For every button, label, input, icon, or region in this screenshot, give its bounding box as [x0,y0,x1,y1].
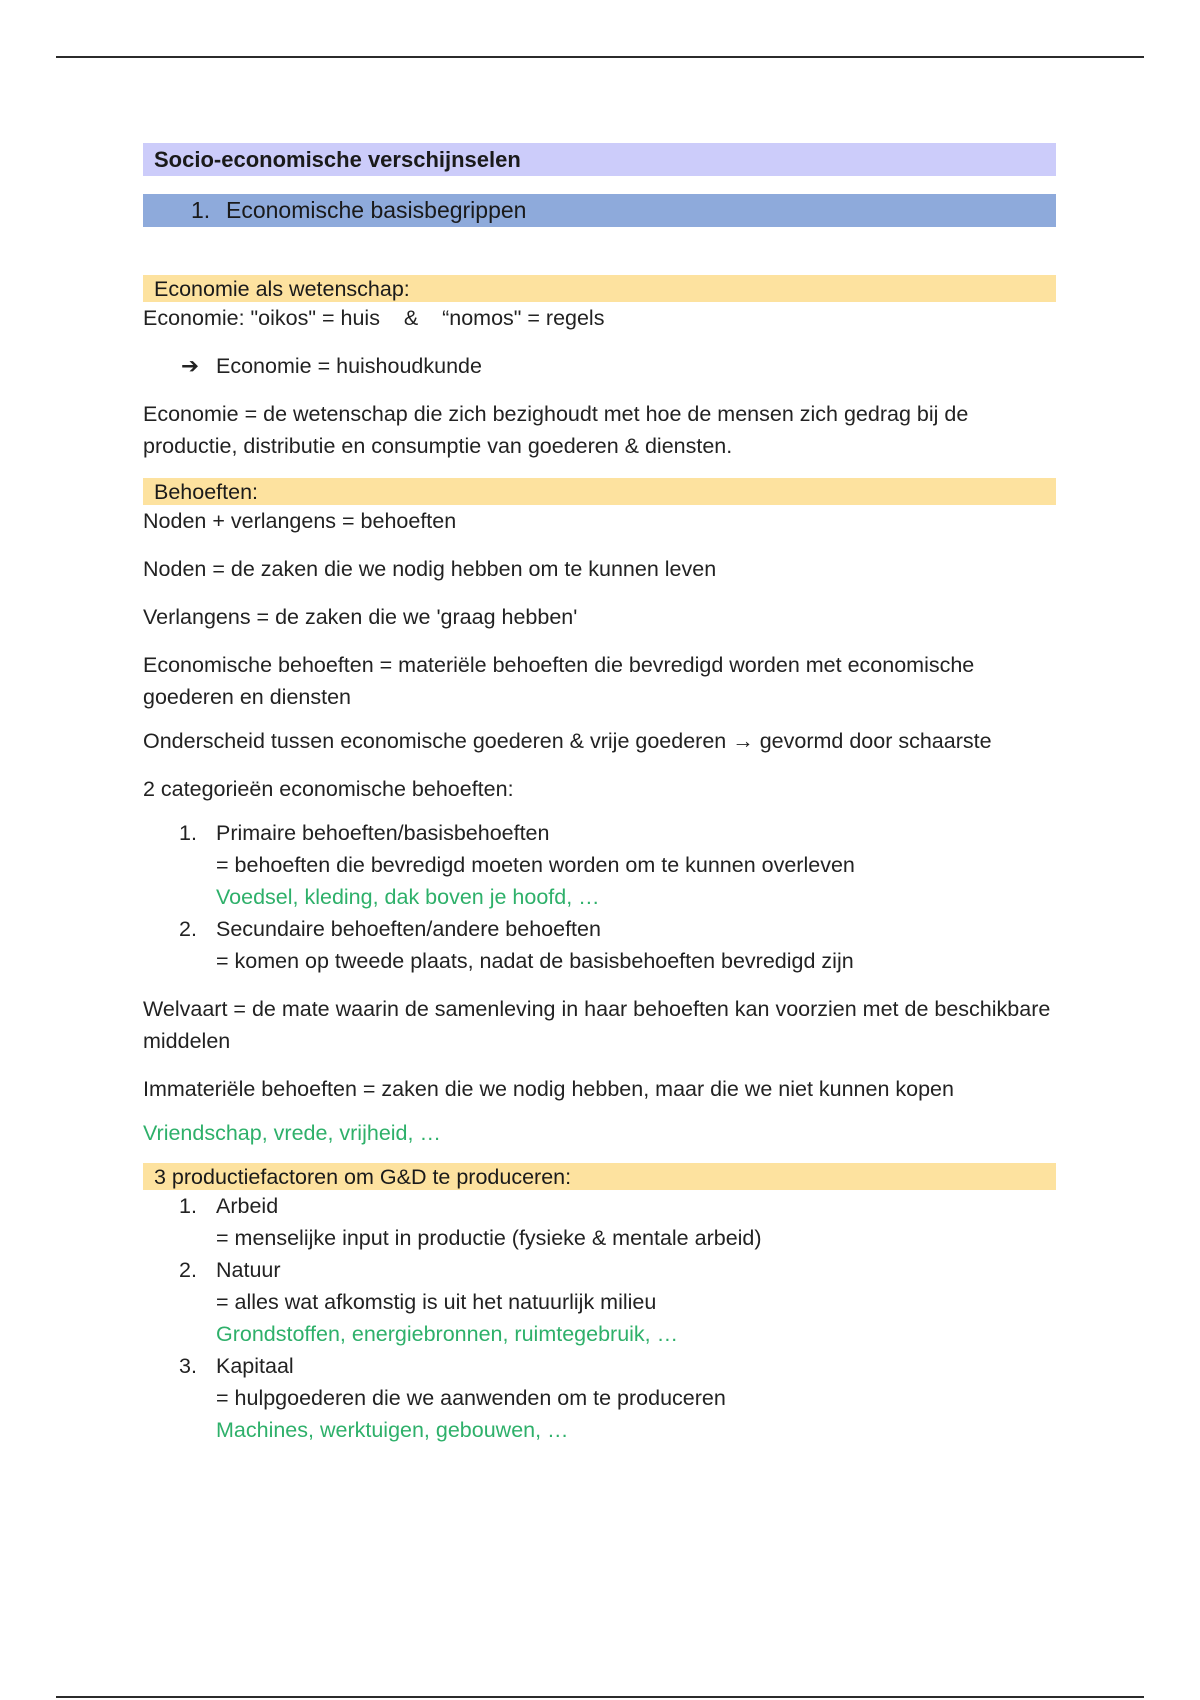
heading-economie-als-wetenschap: Economie als wetenschap: [143,275,1056,302]
list-item [143,1190,1056,1222]
etymology-line: Economie: "oikos" = huis & “nomos" = regels [143,306,605,330]
list-item-definition: = alles wat afkomstig is uit het natuurlijk milieu [216,1290,657,1314]
list-item-definition: = hulpgoederen die we aanwenden om te produceren [216,1386,726,1410]
immateriele-example: Vriendschap, vrede, vrijheid, … [143,1121,441,1145]
onderscheid-line: Onderscheid tussen economische goederen & vrije goederen → gevormd door schaarste [143,729,992,753]
behoeften-list [143,817,1056,977]
immateriele-behoeften-definition: Immateriële behoeften = zaken die we nodig hebben, maar die we niet kunnen kopen [143,1077,954,1101]
heading-behoeften: Behoeften: [143,478,1056,505]
arrow-icon: ➔ [181,354,200,378]
section-heading [143,194,1056,227]
behoeften-formula: Noden + verlangens = behoeften [143,509,457,533]
list-item-example: Grondstoffen, energiebronnen, ruimtegebruik, … [216,1322,679,1346]
list-item-title: Arbeid [216,1194,279,1218]
productiefactoren-list [143,1190,1056,1446]
list-number: 3. [179,1354,197,1378]
list-item [143,817,1056,849]
welvaart-definition: Welvaart = de mate waarin de samenleving in haar behoeften kan voorzien met de beschikbare middelen [143,997,1051,1053]
heading-productiefactoren: 3 productiefactoren om G&D te produceren: [143,1163,1056,1190]
list-item-title: Primaire behoeften/basisbehoeften [216,821,550,845]
economie-definition: Economie = de wetenschap die zich bezighoudt met hoe de mensen zich gedrag bij de productie, distributie en consumptie van goederen & diensten. [143,402,969,458]
list-number: 1. [179,821,197,845]
list-item-title: Natuur [216,1258,281,1282]
categorieen-intro: 2 categorieën economische behoeften: [143,777,514,801]
list-item-definition: = behoeften die bevredigd moeten worden om te kunnen overleven [216,853,855,877]
section-number: 1. [191,197,211,223]
list-item-example: Machines, werktuigen, gebouwen, … [216,1418,569,1442]
list-item-definition: = komen op tweede plaats, nadat de basisbehoeften bevredigd zijn [216,949,854,973]
document-body [143,143,1056,1446]
list-item-example: Voedsel, kleding, dak boven je hoofd, … [216,885,600,909]
noden-definition: Noden = de zaken die we nodig hebben om te kunnen leven [143,557,717,581]
list-item [143,1350,1056,1382]
page-top-rule [56,56,1144,58]
list-number: 1. [179,1194,197,1218]
list-item-definition: = menselijke input in productie (fysieke & mentale arbeid) [216,1226,762,1250]
document-title: Socio-economische verschijnselen [143,143,1056,176]
page-bottom-rule [56,1696,1144,1698]
section-label: Economische basisbegrippen [226,197,527,223]
list-item [143,913,1056,945]
list-number: 2. [179,917,197,941]
list-item [143,1254,1056,1286]
verlangens-definition: Verlangens = de zaken die we 'graag hebben' [143,605,578,629]
arrow-line [143,350,1056,382]
list-item-title: Secundaire behoeften/andere behoeften [216,917,601,941]
economische-behoeften-definition: Economische behoeften = materiële behoeften die bevredigd worden met economische goederen en diensten [143,653,975,709]
list-number: 2. [179,1258,197,1282]
arrow-text: Economie = huishoudkunde [216,354,482,378]
list-item-title: Kapitaal [216,1354,294,1378]
